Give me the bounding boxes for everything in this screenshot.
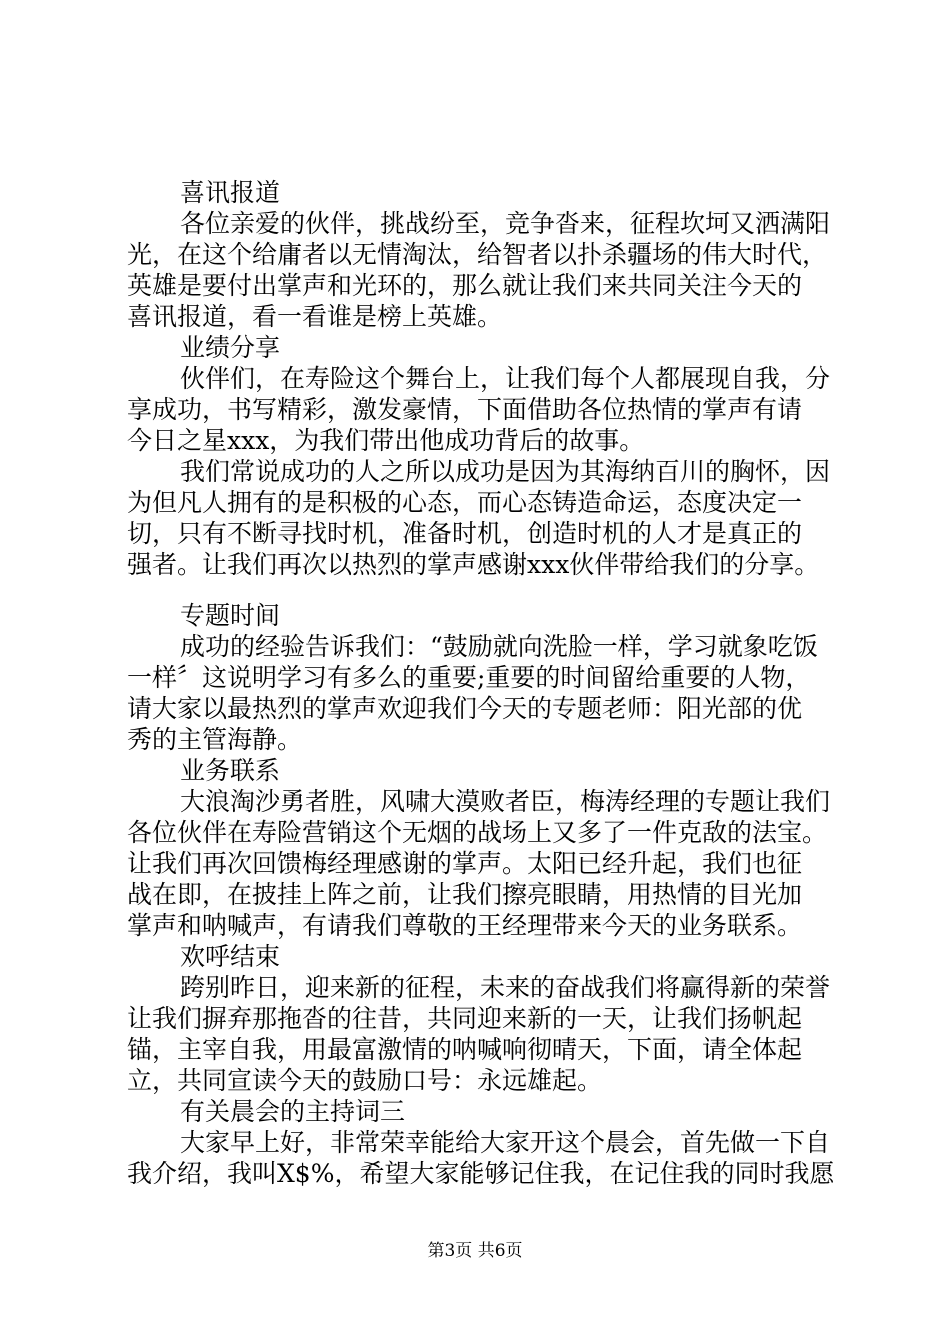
paragraph-line: 强者。让我们再次以热烈的掌声感谢xxx伙伴带给我们的分享。 bbox=[127, 550, 820, 579]
paragraph-line: 切，只有不断寻找时机，准备时机，创造时机的人才是真正的 bbox=[127, 519, 803, 548]
paragraph-line: 喜讯报道，看一看谁是榜上英雄。 bbox=[127, 302, 503, 331]
paragraph-line: 战在即，在披挂上阵之前，让我们擦亮眼睛，用热情的目光加 bbox=[127, 880, 803, 909]
page-footer: 第3页 共6页 bbox=[427, 1241, 523, 1261]
paragraph-line: 大浪淘沙勇者胜，风啸大漠败者臣，梅涛经理的专题让我们 bbox=[180, 787, 831, 816]
paragraph-line: 掌声和呐喊声，有请我们尊敬的王经理带来今天的业务联系。 bbox=[127, 911, 803, 940]
paragraph-line: 大家早上好，非常荣幸能给大家开这个晨会，首先做一下自 bbox=[180, 1128, 831, 1157]
paragraph-line: 为但凡人拥有的是积极的心态，而心态铸造命运，态度决定一 bbox=[127, 488, 803, 517]
paragraph-line: 一样〞这说明学习有多么的重要;重要的时间留给重要的人物， bbox=[127, 663, 811, 692]
paragraph-line: 各位亲爱的伙伴，挑战纷至，竞争沓来，征程坎坷又洒满阳 bbox=[180, 209, 831, 238]
heading-zhuanti: 专题时间 bbox=[180, 601, 281, 630]
heading-yewu: 业务联系 bbox=[180, 756, 281, 785]
paragraph-line: 光，在这个给庸者以无情淘汰，给智者以扑杀疆场的伟大时代， bbox=[127, 240, 828, 269]
paragraph-line: 我介绍，我叫X$%，希望大家能够记住我，在记住我的同时我愿 bbox=[127, 1159, 835, 1188]
heading-huanhu: 欢呼结束 bbox=[180, 942, 281, 971]
paragraph-line: 跨别昨日，迎来新的征程，未来的奋战我们将赢得新的荣誉 bbox=[180, 973, 831, 1002]
heading-xixun: 喜讯报道 bbox=[180, 178, 281, 207]
paragraph-line: 今日之星xxx，为我们带出他成功背后的故事。 bbox=[127, 426, 645, 455]
paragraph-line: 秀的主管海静。 bbox=[127, 725, 303, 754]
paragraph-line: 让我们摒弃那拖沓的往昔，共同迎来新的一天，让我们扬帆起 bbox=[127, 1004, 803, 1033]
paragraph-line: 伙伴们，在寿险这个舞台上，让我们每个人都展现自我，分 bbox=[180, 364, 831, 393]
heading-chenhui: 有关晨会的主持词三 bbox=[180, 1097, 406, 1126]
paragraph-line: 成功的经验告诉我们：“鼓励就向洗脸一样，学习就象吃饭 bbox=[180, 632, 818, 661]
paragraph-line: 让我们再次回馈梅经理感谢的掌声。太阳已经升起，我们也征 bbox=[127, 849, 803, 878]
paragraph-line: 各位伙伴在寿险营销这个无烟的战场上又多了一件克敌的法宝。 bbox=[127, 818, 828, 847]
paragraph-line: 请大家以最热烈的掌声欢迎我们今天的专题老师：阳光部的优 bbox=[127, 694, 803, 723]
paragraph-line: 享成功，书写精彩，激发豪情，下面借助各位热情的掌声有请 bbox=[127, 395, 803, 424]
heading-yeji: 业绩分享 bbox=[180, 333, 281, 362]
paragraph-line: 立，共同宣读今天的鼓励口号：永远雄起。 bbox=[127, 1066, 603, 1095]
paragraph-line: 锚，主宰自我，用最富激情的呐喊响彻晴天，下面，请全体起 bbox=[127, 1035, 803, 1064]
paragraph-line: 英雄是要付出掌声和光环的，那么就让我们来共同关注今天的 bbox=[127, 271, 803, 300]
paragraph-line: 我们常说成功的人之所以成功是因为其海纳百川的胸怀，因 bbox=[180, 457, 831, 486]
